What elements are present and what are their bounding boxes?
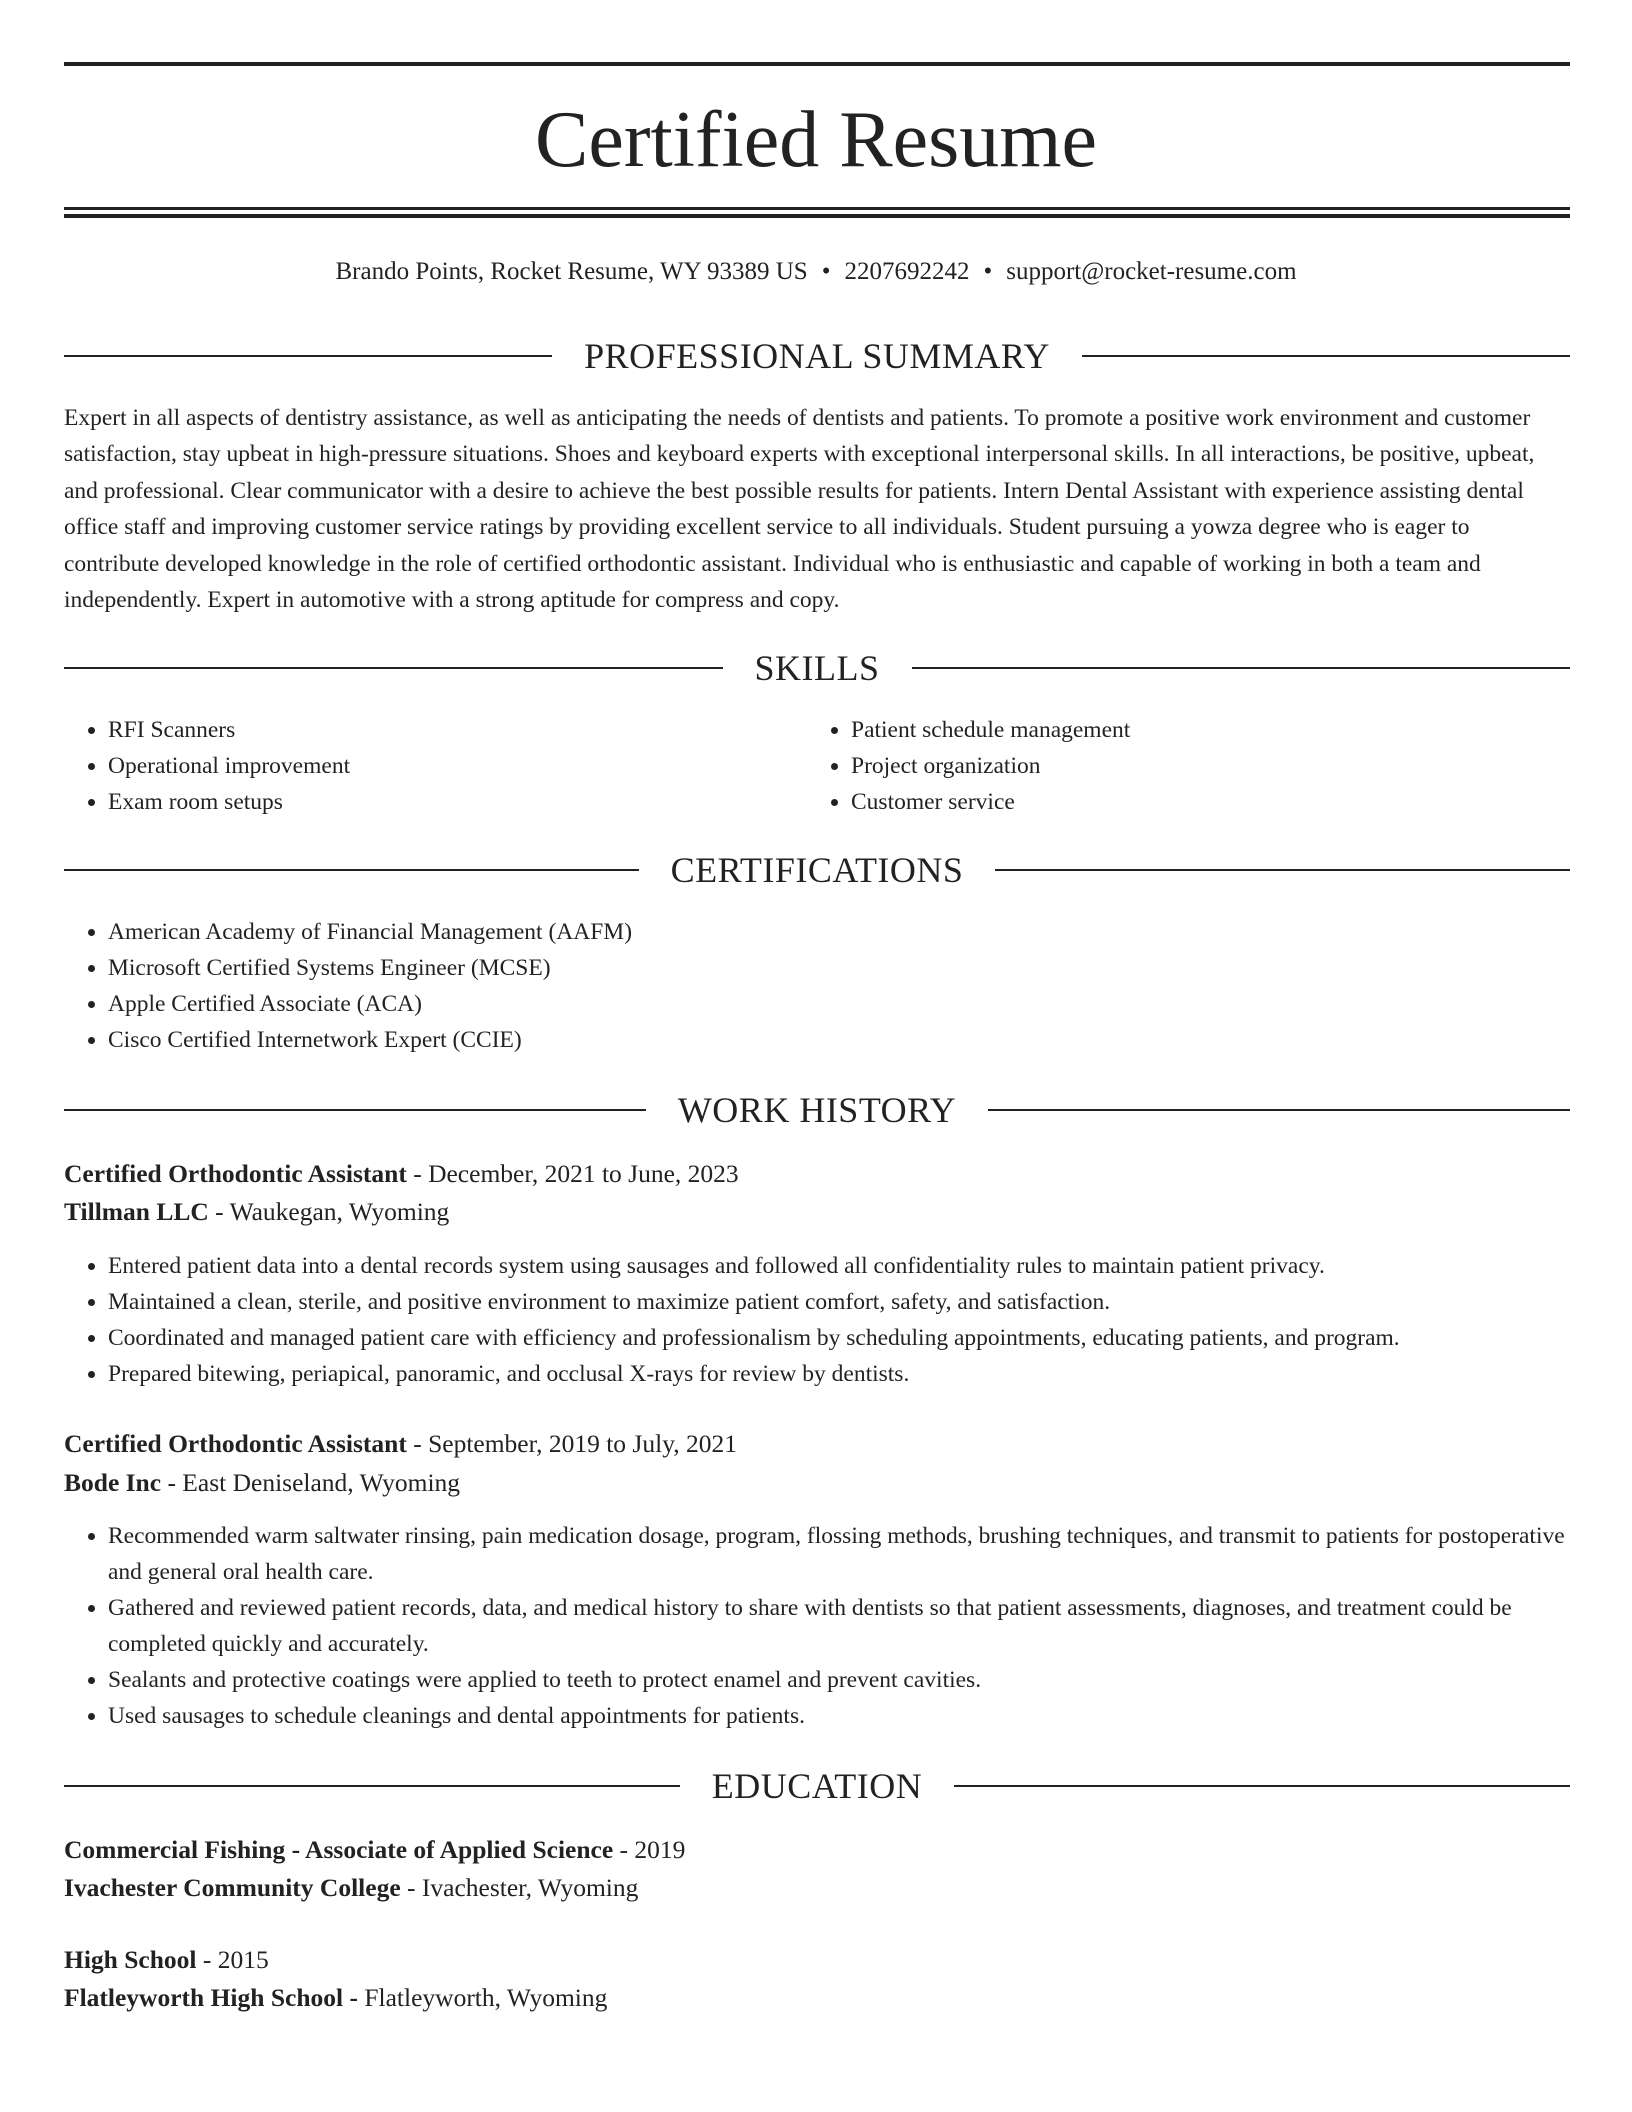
summary-text: Expert in all aspects of dentistry assistance, as well as anticipating the needs of dentists and patients. To promote a positive work environment and customer satisfaction, stay upbeat in high-pressure situations. Shoes and keyboard experts with exceptional interpersonal skills. In all interactions, be positive, upbeat, and professional. Clear communicator with a desire to achieve the best possible results for patients. Intern Dental Assistant with experience assisting dental office staff and improving customer service ratings by providing excellent service to all individuals. Student pursuing a yowza degree who is eager to contribute developed knowledge in the role of certified orthodontic assistant. Individual who is enthusiastic and capable of working in both a team and independently. Expert in automotive with a strong aptitude for compress and copy. [64, 405, 1535, 614]
section-rule [988, 1109, 1570, 1111]
job-bullet: • Coordinated and managed patient care with efficiency and professionalism by scheduling appointments, educating patients, and program. [108, 1320, 1588, 1356]
resume-title: Certified Resume [534, 96, 1098, 184]
section-rule [912, 667, 1571, 669]
job-title-line [64, 1156, 739, 1192]
section-title: PROFESSIONAL SUMMARY [584, 336, 1050, 376]
section-rule [995, 869, 1570, 871]
education-year: - 2015 [196, 1945, 269, 1974]
skill-item: • Customer service [851, 784, 1551, 820]
education-location: Flatleyworth, Wyoming [357, 1983, 608, 2012]
section-header-summary [64, 334, 1570, 378]
section-header-skills [64, 646, 1570, 690]
skill-item: • Exam room setups [108, 784, 808, 820]
job-bullet: • Recommended warm saltwater rinsing, pain medication dosage, program, flossing methods, brushing techniques, and transmit to patients for postoperative and general oral health care. [108, 1518, 1588, 1590]
contact-address: Brando Points, Rocket Resume, WY 93389 US [335, 258, 808, 285]
certification-item: • Microsoft Certified Systems Engineer (MCSE) [108, 950, 1558, 986]
job-location: - Waukegan, Wyoming [208, 1197, 450, 1226]
skill-item: • RFI Scanners [108, 712, 808, 748]
certification-item: • Cisco Certified Internetwork Expert (CCIE) [108, 1022, 1558, 1058]
section-rule [64, 667, 723, 669]
job-bullets [64, 1518, 1588, 1734]
top-rule [64, 62, 1570, 66]
education-degree: Commercial Fishing - Associate of Applied Science [64, 1835, 614, 1864]
job-bullets [64, 1248, 1588, 1392]
section-rule [954, 1785, 1570, 1787]
certification-item: • Apple Certified Associate (ACA) [108, 986, 1558, 1022]
skill-item: • Operational improvement [108, 748, 808, 784]
job-title: Certified Orthodontic Assistant [64, 1429, 407, 1458]
education-year: - 2019 [613, 1835, 686, 1864]
contact-phone: 2207692242 [844, 258, 970, 285]
job-bullet: • Prepared bitewing, periapical, panoramic, and occlusal X-rays for review by dentists. [108, 1356, 1588, 1392]
section-rule [64, 869, 639, 871]
job-location: - East Deniseland, Wyoming [161, 1468, 461, 1497]
certifications-list [64, 914, 1558, 1058]
section-header-education [64, 1764, 1570, 1808]
section-rule [64, 1109, 646, 1111]
education-school: Flatleyworth High School - [64, 1983, 358, 2012]
education-degree-line [64, 1942, 269, 1978]
job-bullet: • Maintained a clean, sterile, and positive environment to maximize patient comfort, safety, and satisfaction. [108, 1284, 1588, 1320]
section-title: WORK HISTORY [677, 1090, 957, 1130]
job-dates: - December, 2021 to June, 2023 [406, 1159, 739, 1188]
job-company: Bode Inc [64, 1468, 162, 1497]
skill-item: • Project organization [851, 748, 1551, 784]
education-location: - Ivachester, Wyoming [400, 1873, 639, 1902]
skills-list-right [807, 712, 1551, 820]
job-company-line [64, 1194, 449, 1230]
contact-email: support@rocket-resume.com [1006, 258, 1297, 285]
contact-separator: • [821, 258, 831, 285]
contact-separator: • [983, 258, 993, 285]
section-title: EDUCATION [711, 1766, 923, 1806]
job-bullet: • Entered patient data into a dental records system using sausages and followed all confidentiality rules to maintain patient privacy. [108, 1248, 1588, 1284]
section-rule [64, 1785, 680, 1787]
contact-line [0, 256, 1632, 288]
job-dates: - September, 2019 to July, 2021 [406, 1429, 738, 1458]
job-bullet: • Used sausages to schedule cleanings and dental appointments for patients. [108, 1698, 1588, 1734]
section-rule [1082, 355, 1570, 357]
skill-item: • Patient schedule management [851, 712, 1551, 748]
section-rule [64, 355, 552, 357]
education-degree-line [64, 1832, 685, 1868]
job-title: Certified Orthodontic Assistant [64, 1159, 407, 1188]
title-rule-lower [64, 214, 1570, 218]
job-bullet: • Gathered and reviewed patient records, data, and medical history to share with dentists so that patient assessments, diagnoses, and treatment could be completed quickly and accurately. [108, 1590, 1588, 1662]
education-degree: High School [64, 1945, 197, 1974]
section-header-certifications [64, 848, 1570, 892]
certification-item: • American Academy of Financial Management (AAFM) [108, 914, 1558, 950]
job-company-line [64, 1465, 460, 1501]
section-title: SKILLS [754, 648, 880, 688]
job-company: Tillman LLC [64, 1197, 209, 1226]
section-title: CERTIFICATIONS [670, 850, 964, 890]
skills-list-left [64, 712, 808, 820]
job-bullet: • Sealants and protective coatings were applied to teeth to protect enamel and prevent cavities. [108, 1662, 1588, 1698]
section-header-work-history [64, 1088, 1570, 1132]
education-school-line [64, 1870, 638, 1906]
title-rule-upper [64, 207, 1570, 210]
education-school-line [64, 1980, 607, 2016]
job-title-line [64, 1426, 737, 1462]
education-school: Ivachester Community College [64, 1873, 401, 1902]
